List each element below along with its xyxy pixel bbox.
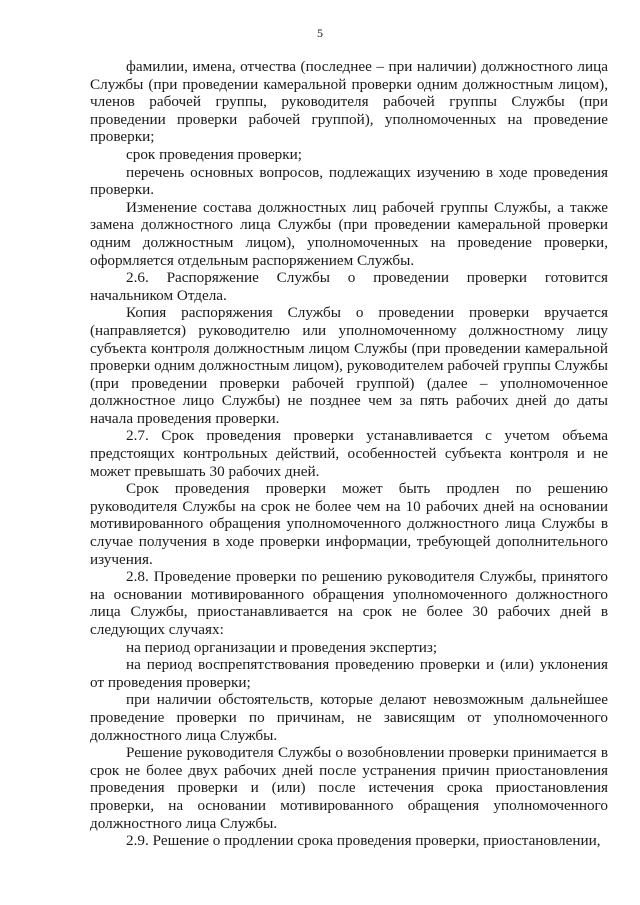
paragraph: 2.9. Решение о продлении срока проведения проверки, приостановлении, [126, 832, 601, 850]
paragraph: Изменение состава должностных лиц рабочей группы Службы, а также замена должностного лица Службы (при проведении камеральной проверки одним должностным лицом), уполномоченных на проведение проверки, оформляется отдельным распоряжением Службы. [90, 198, 608, 269]
paragraph: 2.7. Срок проведения проверки устанавливается с учетом объема предстоящих контрольных действий, особенностей субъекта контроля и не может превышать 30 рабочих дней. [90, 427, 608, 480]
paragraph: на период воспрепятствования проведению проверки и (или) уклонения от проведения проверки; [90, 656, 608, 691]
paragraph: при наличии обстоятельств, которые делают невозможным дальнейшее проведение проверки по причинам, не зависящим от уполномоченного должностного лица Службы. [90, 691, 608, 744]
paragraph: срок проведения проверки; [126, 145, 303, 163]
paragraph: Срок проведения проверки может быть продлен по решению руководителя Службы на срок не более чем на 10 рабочих дней на основании мотивированного обращения уполномоченного должностного лица Службы в случае получения в ходе проверки информации, требующей дополнительного изучения. [90, 480, 608, 568]
document-body [90, 58, 608, 850]
paragraph: 2.8. Проведение проверки по решению руководителя Службы, принятого на основании мотивированного обращения уполномоченного должностного лица Службы, приостанавливается на срок не более 30 рабочих дней в следующих случаях: [90, 568, 608, 638]
page-number: 5 [317, 26, 323, 40]
paragraph: на период организации и проведения экспертиз; [126, 638, 438, 656]
paragraph: 2.6. Распоряжение Службы о проведении проверки готовится начальником Отдела. [90, 269, 608, 304]
paragraph: фамилии, имена, отчества (последнее – при наличии) должностного лица Службы (при проведении камеральной проверки одним должностным лицом), членов рабочей группы, руководителя рабочей группы Службы (при проведении проверки рабочей группой), уполномоченных на проведение проверки; [90, 58, 608, 146]
paragraph: Решение руководителя Службы о возобновлении проверки принимается в срок не более двух рабочих дней после устранения причин приостановления проведения проверки и (или) после истечения срока приостановления проверки, на основании мотивированного обращения уполномоченного должностного лица Службы. [90, 744, 608, 832]
paragraph: Копия распоряжения Службы о проведении проверки вручается (направляется) руководителю или уполномоченному должностному лицу субъекта контроля должностным лицом Службы (при проведении камеральной проверки одним должностным лицом), руководителем рабочей группы Службы (при проведении проверки рабочей группой) (далее – уполномоченное должностное лицо Службы) не позднее чем за пять рабочих дней до даты начала проведения проверки. [90, 304, 608, 427]
paragraph: перечень основных вопросов, подлежащих изучению в ходе проведения проверки. [90, 163, 608, 199]
